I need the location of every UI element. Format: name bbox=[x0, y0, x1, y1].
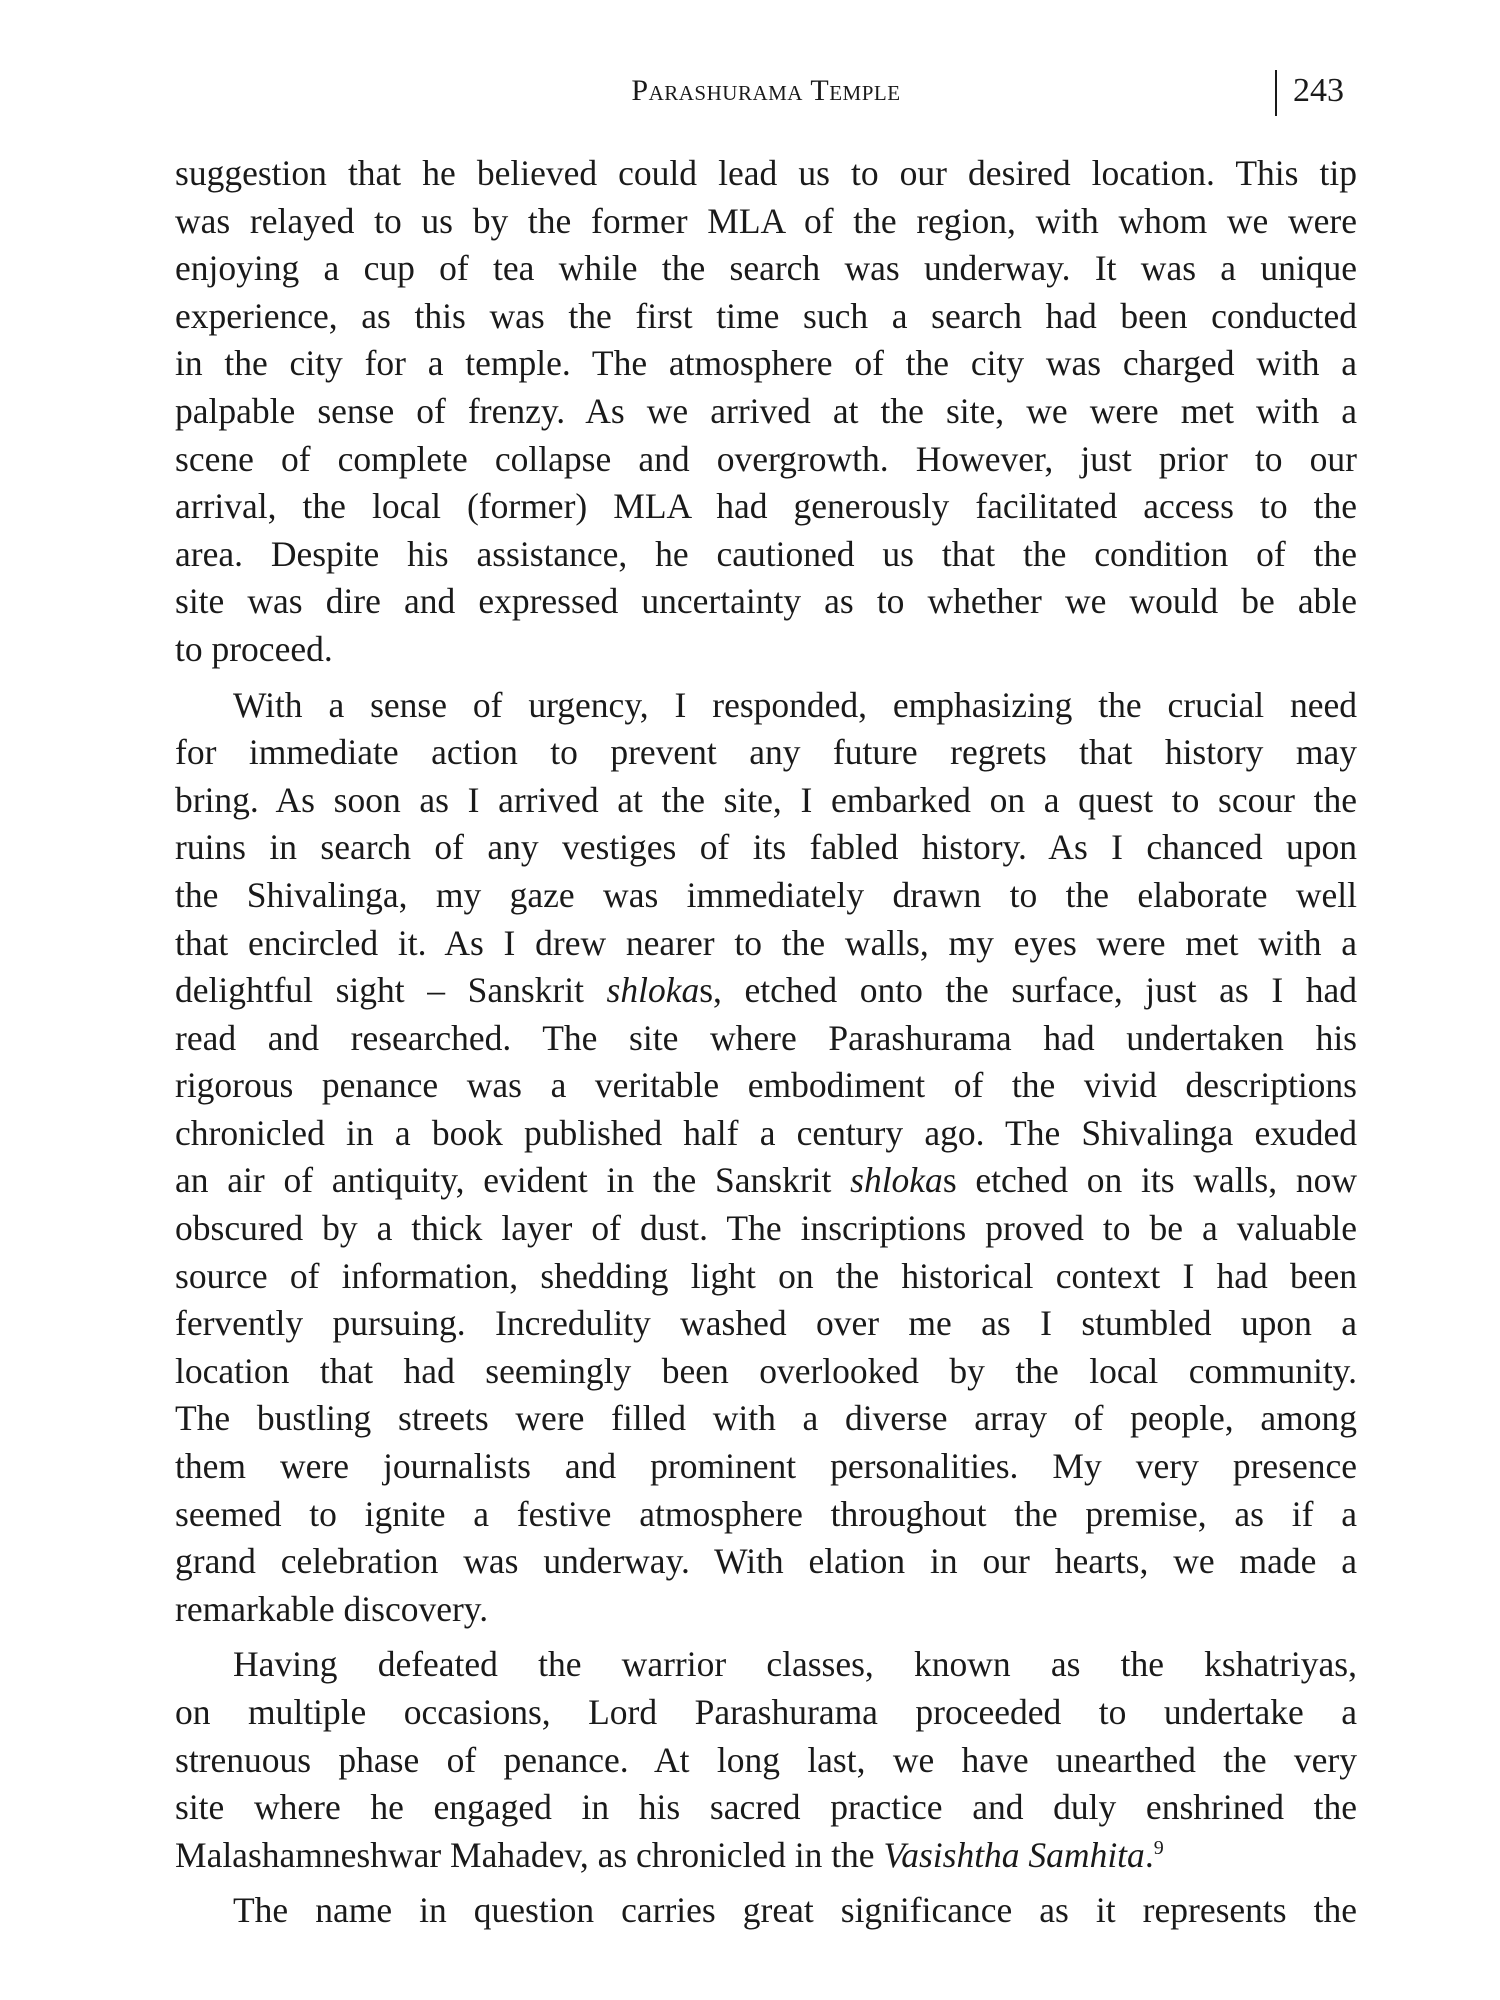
text-line: in the city for a temple. The atmosphere of the city was charged with a bbox=[175, 343, 1357, 384]
text-line: ruins in search of any vestiges of its fabled history. As I chanced upon bbox=[175, 827, 1357, 868]
text-line: was relayed to us by the former MLA of the region, with whom we were bbox=[175, 200, 1357, 241]
text-line: grand celebration was underway. With elation in our hearts, we made a bbox=[175, 1541, 1357, 1582]
italic-term: Vasishtha Samhita bbox=[883, 1834, 1145, 1875]
text-line: bring. As soon as I arrived at the site, I embarked on a quest to scour the bbox=[175, 779, 1357, 820]
text-line: site where he engaged in his sacred practice and duly enshrined the bbox=[175, 1787, 1357, 1828]
paragraph bbox=[175, 1887, 1357, 1935]
text-line: that encircled it. As I drew nearer to the walls, my eyes were met with a bbox=[175, 922, 1357, 963]
text-line: Having defeated the warrior classes, known as the kshatriyas, bbox=[233, 1644, 1357, 1685]
paragraph bbox=[175, 1641, 1357, 1879]
text-line: Malashamneshwar Mahadev, as chronicled in the Vasishtha Samhita.$^9$ bbox=[175, 1834, 1164, 1875]
text-line: fervently pursuing. Incredulity washed over me as I stumbled upon a bbox=[175, 1303, 1357, 1344]
text-line: rigorous penance was a veritable embodiment of the vivid descriptions bbox=[175, 1065, 1357, 1106]
text-line: enjoying a cup of tea while the search was underway. It was a unique bbox=[175, 248, 1357, 289]
text-line: experience, as this was the first time such a search had been conducted bbox=[175, 295, 1357, 336]
text-line: seemed to ignite a festive atmosphere throughout the premise, as if a bbox=[175, 1493, 1357, 1534]
text-line: an air of antiquity, evident in the Sanskrit shlokas etched on its walls, now bbox=[175, 1160, 1357, 1201]
text-line: area. Despite his assistance, he cautioned us that the condition of the bbox=[175, 533, 1357, 574]
paragraph bbox=[175, 682, 1357, 1634]
header-separator bbox=[1275, 70, 1277, 116]
text-line: chronicled in a book published half a century ago. The Shivalinga exuded bbox=[175, 1112, 1357, 1153]
text-line: location that had seemingly been overlooked by the local community. bbox=[175, 1350, 1357, 1391]
text-line: for immediate action to prevent any future regrets that history may bbox=[175, 732, 1357, 773]
body-text bbox=[175, 150, 1357, 1943]
text-line: obscured by a thick layer of dust. The inscriptions proved to be a valuable bbox=[175, 1208, 1357, 1249]
italic-term: shloka bbox=[850, 1160, 943, 1201]
text-line: them were journalists and prominent personalities. My very presence bbox=[175, 1446, 1357, 1487]
text-line: The name in question carries great significance as it represents the bbox=[233, 1890, 1357, 1931]
text-line: to proceed. bbox=[175, 628, 333, 669]
page-number: 243 bbox=[1293, 72, 1344, 109]
text-line: palpable sense of frenzy. As we arrived at the site, we were met with a bbox=[175, 390, 1357, 431]
italic-term: shloka bbox=[606, 970, 700, 1011]
text-line: strenuous phase of penance. At long last, we have unearthed the very bbox=[175, 1739, 1357, 1780]
text-line: delightful sight – Sanskrit shlokas, etched onto the surface, just as I had bbox=[175, 970, 1357, 1011]
paragraph bbox=[175, 150, 1357, 674]
text-line: site was dire and expressed uncertainty as to whether we would be able bbox=[175, 581, 1357, 622]
running-header bbox=[175, 62, 1357, 122]
text-line: The bustling streets were filled with a diverse array of people, among bbox=[175, 1398, 1357, 1439]
text-line: the Shivalinga, my gaze was immediately drawn to the elaborate well bbox=[175, 874, 1357, 915]
text-line: source of information, shedding light on the historical context I had been bbox=[175, 1255, 1357, 1296]
text-line: scene of complete collapse and overgrowth. However, just prior to our bbox=[175, 438, 1357, 479]
footnote-marker[interactable]: 9 bbox=[1153, 1836, 1164, 1859]
text-line: suggestion that he believed could lead us to our desired location. This tip bbox=[175, 153, 1357, 193]
text-line: read and researched. The site where Parashurama had undertaken his bbox=[175, 1017, 1357, 1058]
text-line: on multiple occasions, Lord Parashurama proceeded to undertake a bbox=[175, 1692, 1357, 1732]
text-line: remarkable discovery. bbox=[175, 1588, 489, 1629]
text-line: With a sense of urgency, I responded, emphasizing the crucial need bbox=[233, 684, 1357, 725]
text-line: arrival, the local (former) MLA had generously facilitated access to the bbox=[175, 486, 1357, 527]
running-title: Parashurama Temple bbox=[631, 74, 901, 107]
